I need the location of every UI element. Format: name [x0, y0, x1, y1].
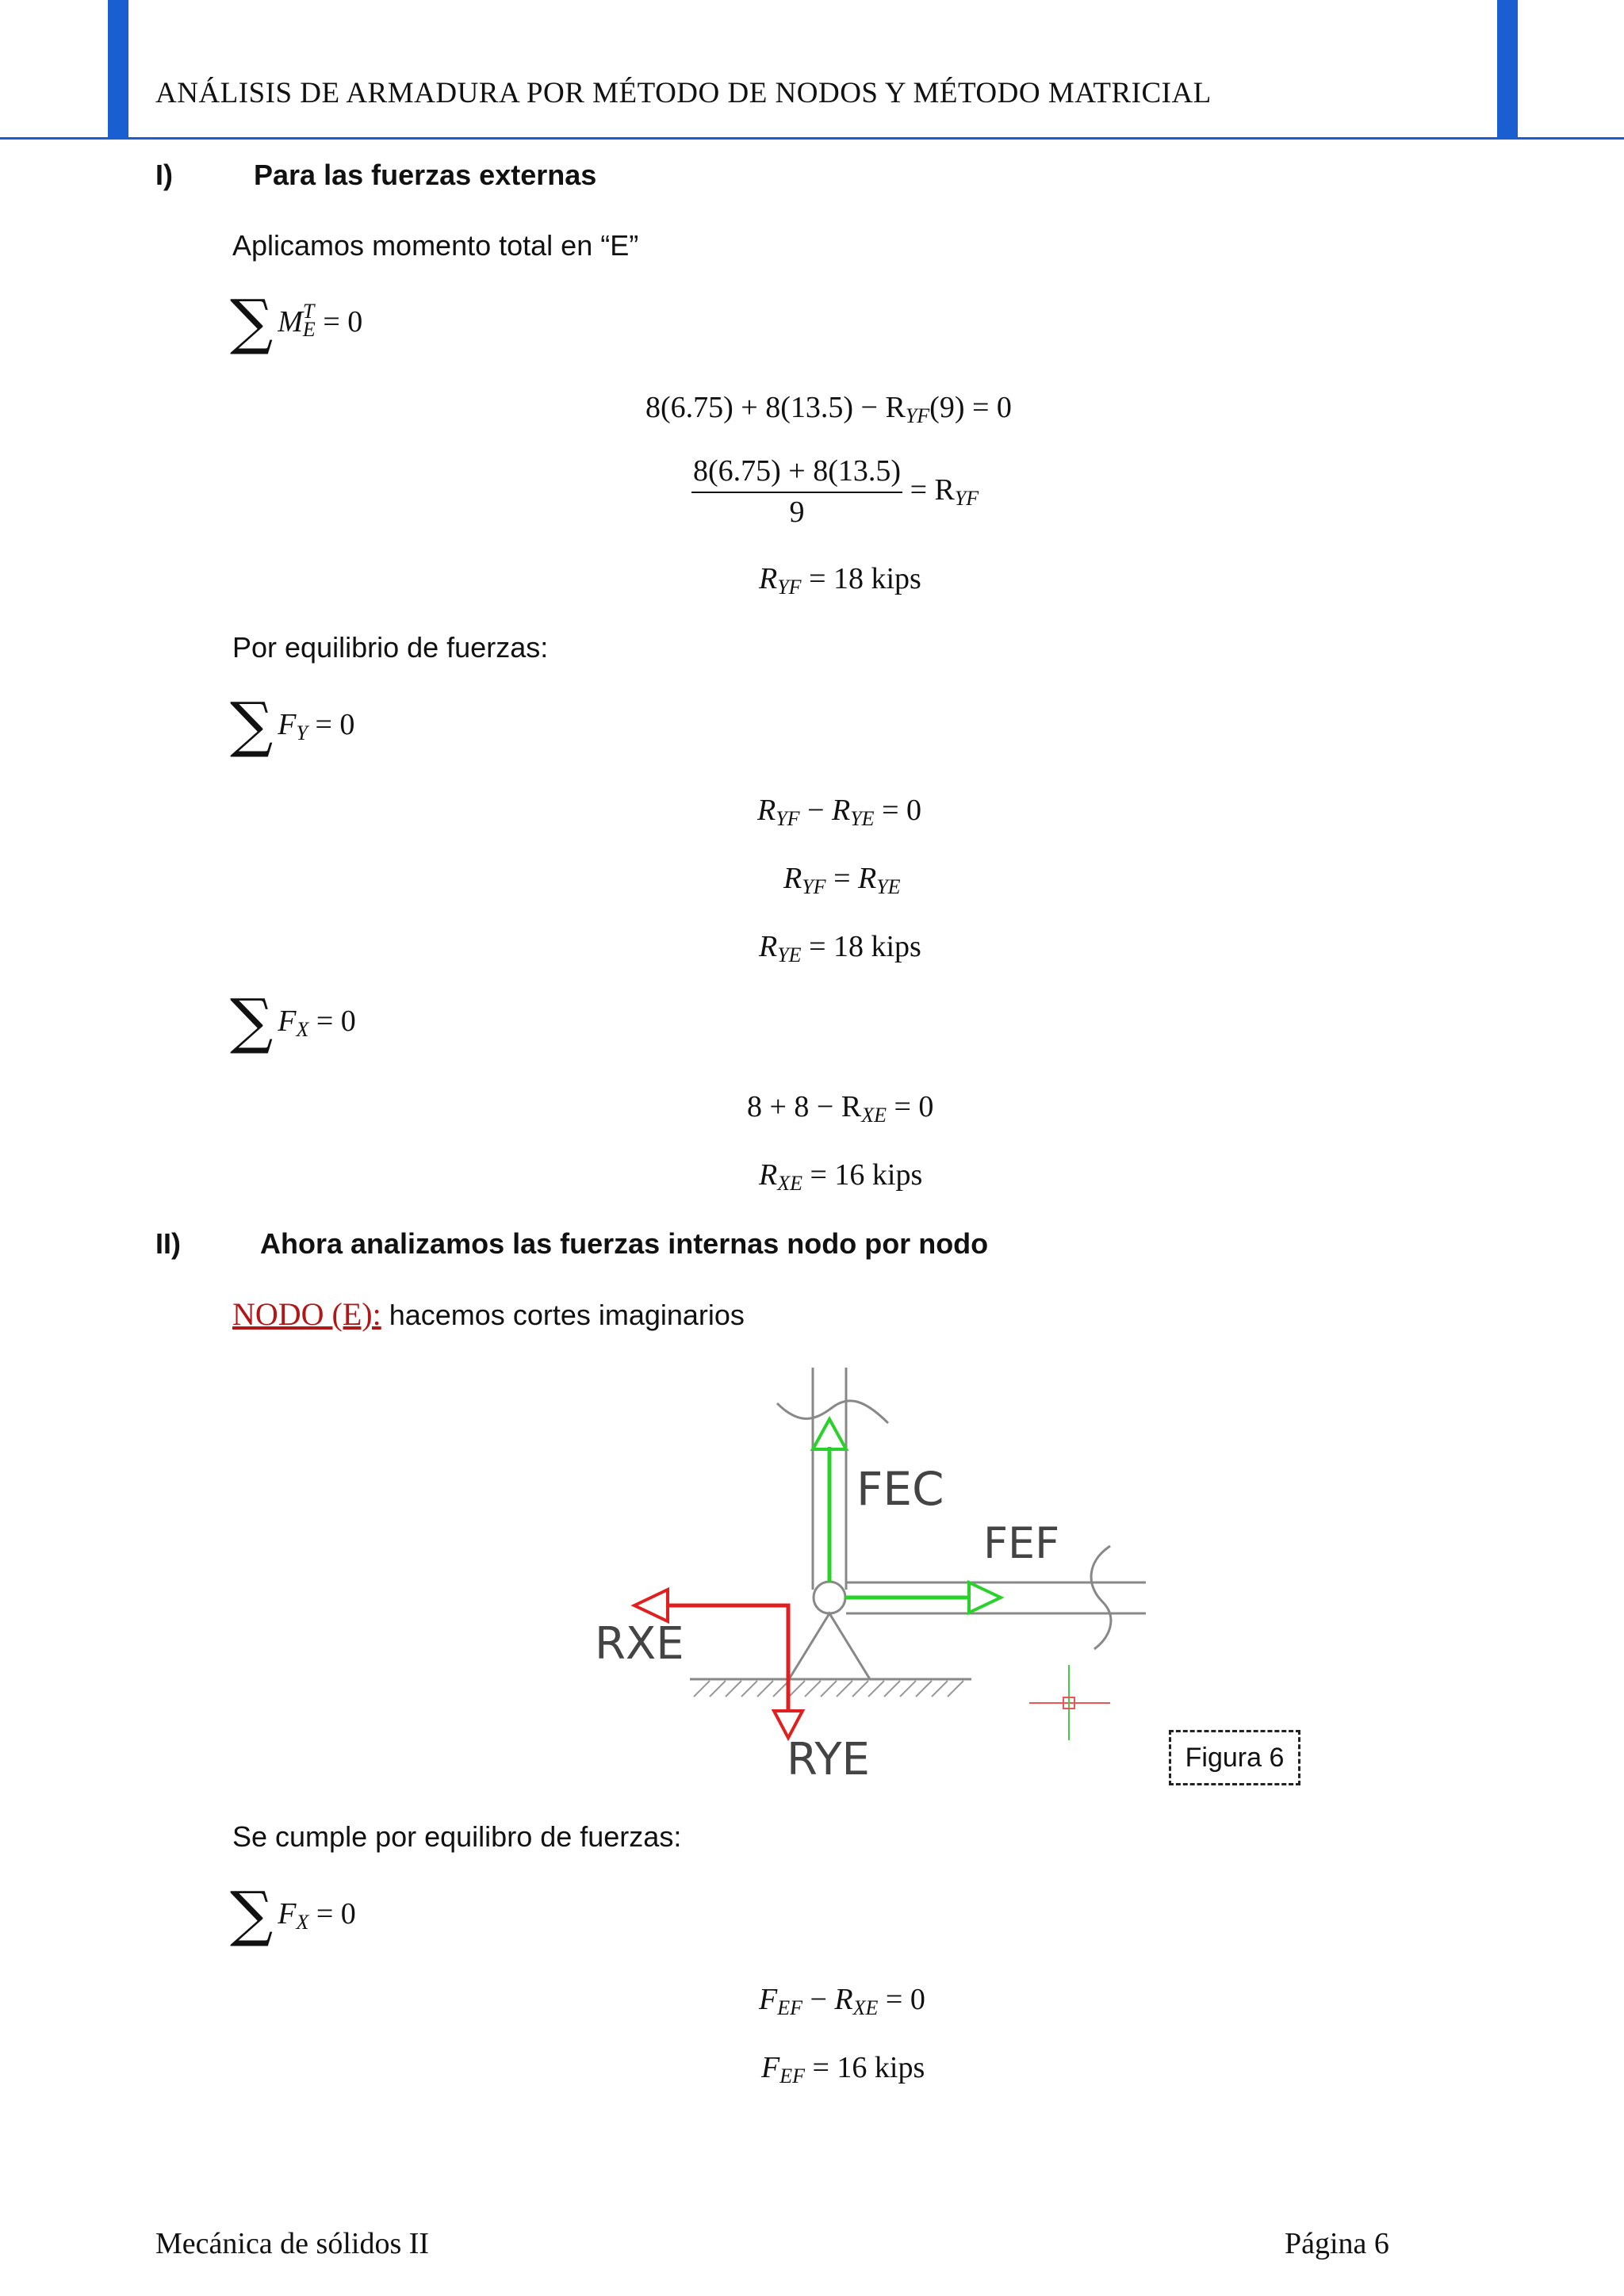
eq-fy-line2: $R_{YF} = R_{YE}$: [783, 862, 901, 898]
eq-sum-fx-2: ∑ $F_X = 0$: [230, 1878, 356, 1949]
eq-moment-expansion: $8(6.75) + 8(13.5) - R_{YF}(9) = 0$: [645, 391, 1012, 427]
section2-numeral: II): [155, 1227, 181, 1260]
footer-right: Página 6: [1285, 2227, 1389, 2260]
eq-fy-line1: $R_{YF} - R_{YE} = 0$: [757, 794, 921, 830]
node-text: hacemos cortes imaginarios: [381, 1299, 745, 1331]
node-line: [232, 1295, 745, 1333]
section2-title: Ahora analizamos las fuerzas internas nodo por nodo: [260, 1227, 989, 1260]
sum-symbol: ∑: [230, 1878, 274, 1949]
ground-hatch: [694, 1681, 963, 1697]
header-rule: [0, 137, 1624, 140]
equilibrium-label-1: Por equilibrio de fuerzas:: [232, 631, 549, 664]
equilibrium-label-2: Se cumple por equilibro de fuerzas:: [232, 1820, 682, 1853]
eq-rxe-result: $R_{XE} = 16$ kips: [759, 1158, 923, 1195]
figure-node-e: [587, 1364, 1158, 1792]
eq-rye-result: $R_{YE} = 18$ kips: [759, 930, 921, 966]
eq-fx-line1: $8 + 8 - R_{XE} = 0$: [747, 1090, 934, 1127]
eq-sum-fx-1: ∑ $F_X = 0$: [230, 985, 356, 1056]
eq-sum-moment: ∑ M T E = 0: [230, 286, 363, 357]
eq-fraction: $\frac{8(6.75) + 8(13.5)}{9}$ = $R_{YF}$: [693, 454, 979, 529]
fec-arrow-head: [813, 1419, 846, 1449]
fec-label: FEC: [856, 1462, 944, 1516]
eq-fef-line1: $F_{EF} - R_{XE} = 0$: [759, 1983, 925, 2019]
fraction: $\frac{8(6.75) + 8(13.5)}{9}$: [693, 454, 902, 529]
pin-joint: [814, 1582, 845, 1613]
rxe-arrow-shaft: [668, 1605, 788, 1681]
sum-symbol: ∑: [230, 286, 274, 357]
section1-intro: Aplicamos momento total en “E”: [232, 229, 639, 262]
fef-label: FEF: [983, 1518, 1060, 1568]
figure-caption: Figura 6: [1169, 1730, 1300, 1785]
rye-label: RYE: [787, 1734, 870, 1785]
header-title: ANÁLISIS DE ARMADURA POR MÉTODO DE NODOS Y MÉTODO MATRICIAL: [155, 77, 1212, 109]
header-left-bar: [108, 0, 128, 140]
footer-left: Mecánica de sólidos II: [155, 2227, 430, 2260]
sum-symbol: ∑: [230, 985, 274, 1056]
rxe-arrow-head: [634, 1590, 668, 1621]
sum-symbol: ∑: [230, 689, 274, 760]
support-triangle: [789, 1613, 870, 1679]
eq-ryf-result: $R_{YF} = 18$ kips: [759, 562, 921, 599]
header-right-bar: [1497, 0, 1518, 140]
section1-numeral: I): [155, 159, 173, 191]
eq-sum-fy: ∑ $F_Y = 0$: [230, 689, 355, 760]
break-line-top: [777, 1401, 888, 1423]
eq-fef-result: $F_{EF} = 16$ kips: [761, 2051, 925, 2087]
section1-title: Para las fuerzas externas: [254, 159, 597, 191]
node-label: NODO (E):: [232, 1296, 381, 1332]
rxe-label: RXE: [595, 1618, 684, 1670]
break-line-right: [1091, 1546, 1111, 1649]
fef-arrow-head: [969, 1582, 1001, 1613]
